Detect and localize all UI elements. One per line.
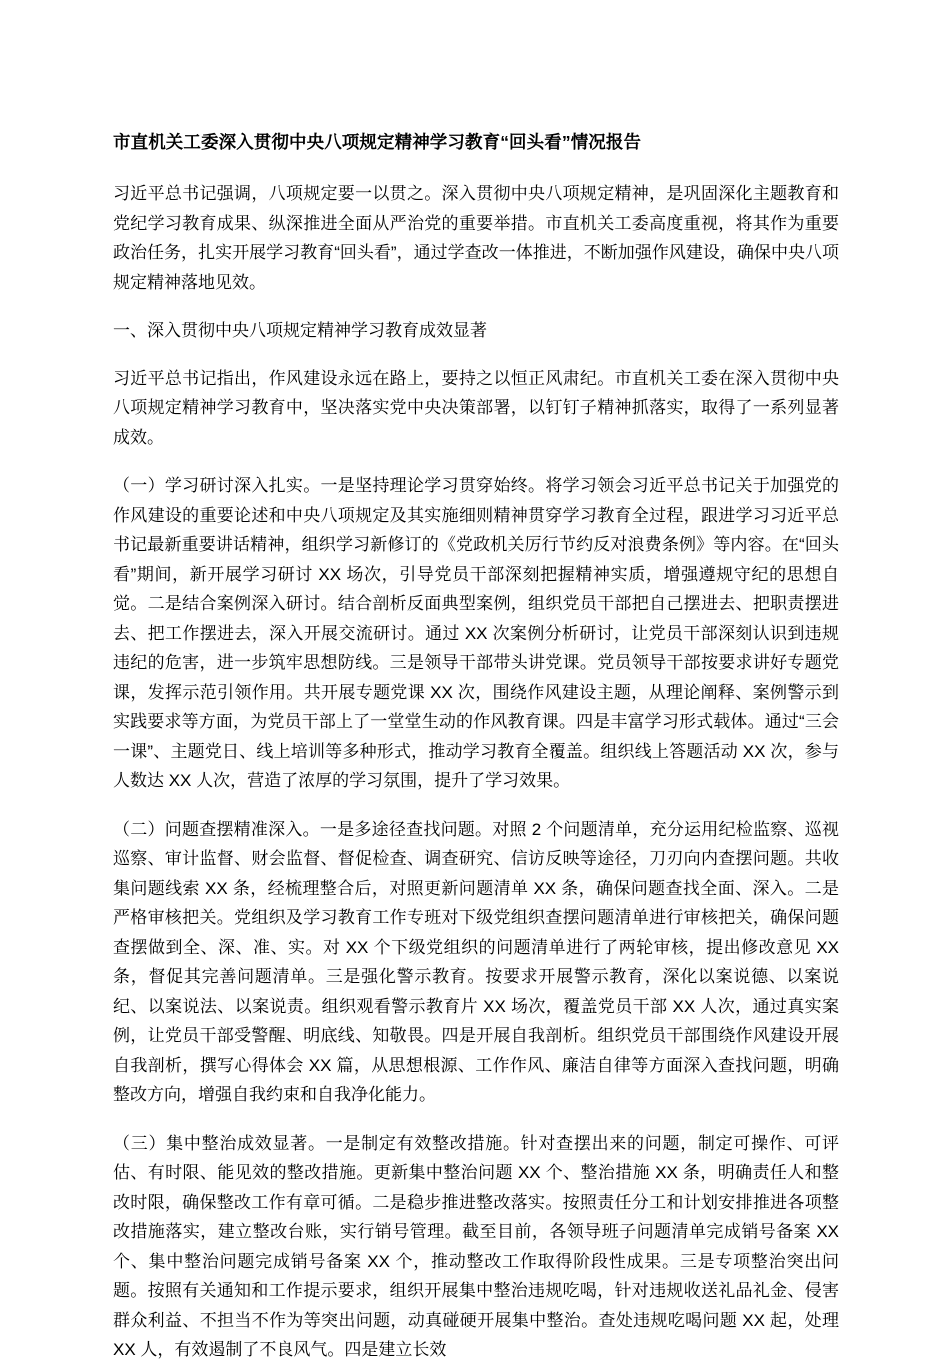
section-1-intro-paragraph: 习近平总书记指出，作风建设永远在路上，要持之以恒正风肃纪。市直机关工委在深入贯彻中央八项规定精神学习教育中，坚决落实党中央决策部署，以钉钉子精神抓落实，取得了一系列显著成效。 [113, 368, 839, 447]
lead-paragraph: 习近平总书记强调，八项规定要一以贯之。深入贯彻中央八项规定精神，是巩固深化主题教育和党纪学习教育成果、纵深推进全面从严治党的重要举措。市直机关工委高度重视，将其作为重要政治任务，扎实开展学习教育“回头看”，通过学查改一体推进，不断加强作风建设，确保中央八项规定精神落地见效。 [113, 184, 839, 292]
section-heading-1: 一、深入贯彻中央八项规定精神学习教育成效显著 [113, 321, 487, 340]
subsection-paragraph-1: （一）学习研讨深入扎实。一是坚持理论学习贯穿始终。将学习领会习近平总书记关于加强党的作风建设的重要论述和中央八项规定及其实施细则精神贯穿学习教育全过程，跟进学习习近平总书记最新重要讲话精神，组织学习新修订的《党政机关厉行节约反对浪费条例》等内容。在“回头看”期间，新开展学习研讨 XX 场次，引导党员干部深刻把握精神实质，增强遵规守纪的思想自觉。二是结合案例深入研讨。结合剖析反面典型案例，组织党员干部把自己摆进去、把职责摆进去、把工作摆进去，深入开展交流研讨。通过 XX 次案例分析研讨，让党员干部深刻认识到违规违纪的危害，进一步筑牢思想防线。三是领导干部带头讲党课。党员领导干部按要求讲好专题党课，发挥示范引领作用。共开展专题党课 XX 次，围绕作风建设主题，从理论阐释、案例警示到实践要求等方面，为党员干部上了一堂堂生动的作风教育课。四是丰富学习形式载体。通过“三会一课”、主题党日、线上培训等多种形式，推动学习教育全覆盖。组织线上答题活动 XX 次，参与人数达 XX 人次，营造了浓厚的学习氛围，提升了学习效果。 [113, 476, 839, 790]
document-body [113, 128, 839, 1365]
subsection-paragraph-2: （二）问题查摆精准深入。一是多途径查找问题。对照 2 个问题清单，充分运用纪检监察、巡视巡察、审计监督、财会监督、督促检查、调查研究、信访反映等途径，刀刃向内查摆问题。共收集问题线索 XX 条，经梳理整合后，对照更新问题清单 XX 条，确保问题查找全面、深入。二是严格审核把关。党组织及学习教育工作专班对下级党组织查摆问题清单进行审核把关，确保问题查摆做到全、深、准、实。对 XX 个下级党组织的问题清单进行了两轮审核，提出修改意见 XX 条，督促其完善问题清单。三是强化警示教育。按要求开展警示教育，深化以案说德、以案说纪、以案说法、以案说责。组织观看警示教育片 XX 场次，覆盖党员干部 XX 人次，通过真实案例，让党员干部受警醒、明底线、知敬畏。四是开展自我剖析。组织党员干部围绕作风建设开展自我剖析，撰写心得体会 XX 篇，从思想根源、工作作风、廉洁自律等方面深入查找问题，明确整改方向，增强自我约束和自我净化能力。 [113, 819, 839, 1104]
subsection-paragraph-3: （三）集中整治成效显著。一是制定有效整改措施。针对查摆出来的问题，制定可操作、可评估、有时限、能见效的整改措施。更新集中整治问题 XX 个、整治措施 XX 条，明确责任人和整改时限，确保整改工作有章可循。二是稳步推进整改落实。按照责任分工和计划安排推进各项整改措施落实，建立整改台账，实行销号管理。截至目前，各领导班子问题清单完成销号备案 XX 个、集中整治问题完成销号备案 XX 个，推动整改工作取得阶段性成果。三是专项整治突出问题。按照有关通知和工作提示要求，组织开展集中整治违规吃喝，针对违规收送礼品礼金、侵害群众利益、不担当不作为等突出问题，动真碰硬开展集中整治。查处违规吃喝问题 XX 起，处理 XX 人，有效遏制了不良风气。四是建立长效 [113, 1133, 839, 1359]
document-title: 市直机关工委深入贯彻中央八项规定精神学习教育“回头看”情况报告 [113, 132, 642, 152]
